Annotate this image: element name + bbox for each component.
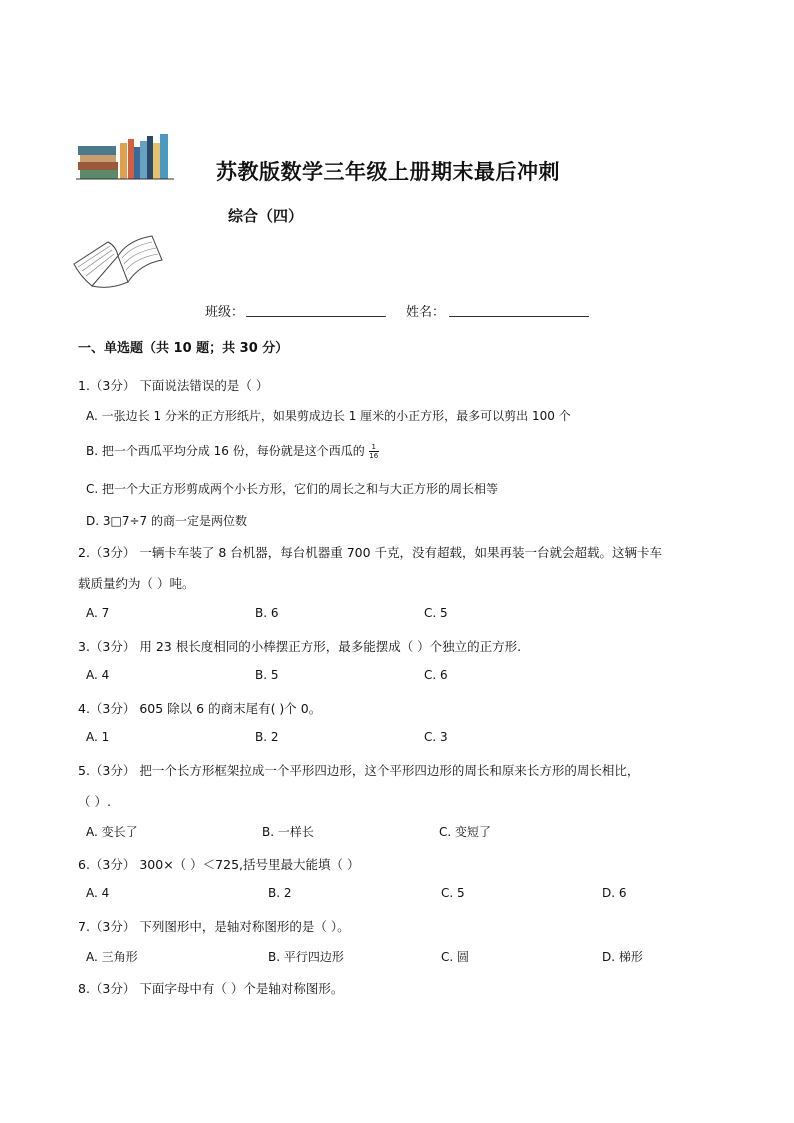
question-4: 4.（3分） 605 除以 6 的商末尾有( )个 0。 xyxy=(78,701,322,716)
question-6: 6.（3分） 300×（ ）＜725,括号里最大能填（ ） xyxy=(78,857,360,872)
q1-option-c[interactable]: C. 把一个大正方形剪成两个小长方形，它们的周长之和与大正方形的周长相等 xyxy=(86,482,499,496)
page-title: 苏教版数学三年级上册期末最后冲刺 xyxy=(216,159,560,184)
q1-option-d[interactable]: D. 3□7÷7 的商一定是两位数 xyxy=(86,514,247,528)
question-5-line2: （ ）. xyxy=(78,794,111,809)
question-3: 3.（3分） 用 23 根长度相同的小棒摆正方形，最多能摆成（ ）个独立的正方形. xyxy=(78,639,522,654)
q7-option-c[interactable]: C. 圆 xyxy=(441,950,470,964)
q5-option-c[interactable]: C. 变短了 xyxy=(439,825,492,839)
q4-option-a[interactable]: A. 1 xyxy=(86,730,110,744)
q7-option-d[interactable]: D. 梯形 xyxy=(602,950,643,964)
q3-option-a[interactable]: A. 4 xyxy=(86,668,110,682)
class-input-line[interactable] xyxy=(246,316,386,317)
q5-option-b[interactable]: B. 一样长 xyxy=(262,825,314,839)
q2-option-a[interactable]: A. 7 xyxy=(86,606,110,620)
books-illustration xyxy=(76,131,176,183)
q2-option-b[interactable]: B. 6 xyxy=(255,606,279,620)
q1-option-b-text: B. 把一个西瓜平均分成 16 份，每份就是这个西瓜的 xyxy=(86,444,365,458)
question-2: 2.（3分） 一辆卡车装了 8 台机器，每台机器重 700 千克，没有超载，如果再装一台就会超载。这辆卡车 xyxy=(78,545,663,560)
q5-option-a[interactable]: A. 变长了 xyxy=(86,825,138,839)
section-heading: 一、单选题（共 10 题；共 30 分） xyxy=(78,341,289,356)
q6-option-b[interactable]: B. 2 xyxy=(268,886,292,900)
q7-option-a[interactable]: A. 三角形 xyxy=(86,950,138,964)
question-2-line2: 载质量约为（ ）吨。 xyxy=(78,576,195,591)
question-5: 5.（3分） 把一个长方形框架拉成一个平形四边形，这个平形四边形的周长和原来长方形的周长相比， xyxy=(78,763,640,778)
q1-option-a[interactable]: A. 一张边长 1 分米的正方形纸片，如果剪成边长 1 厘米的小正方形，最多可以剪出 100 个 xyxy=(86,409,571,423)
q6-option-a[interactable]: A. 4 xyxy=(86,886,110,900)
name-label: 姓名： xyxy=(406,305,446,320)
q4-option-c[interactable]: C. 3 xyxy=(424,730,448,744)
question-8: 8.（3分） 下面字母中有（ ）个是轴对称图形。 xyxy=(78,981,344,996)
open-book-illustration xyxy=(70,234,165,294)
q6-option-d[interactable]: D. 6 xyxy=(602,886,627,900)
fraction-one-sixteenth: $\frac{1}{16}$ xyxy=(369,443,379,460)
q1-option-b[interactable] xyxy=(86,442,379,460)
q7-option-b[interactable]: B. 平行四边形 xyxy=(268,950,344,964)
q4-option-b[interactable]: B. 2 xyxy=(255,730,279,744)
q2-option-c[interactable]: C. 5 xyxy=(424,606,448,620)
q3-option-c[interactable]: C. 6 xyxy=(424,668,448,682)
q6-option-c[interactable]: C. 5 xyxy=(441,886,465,900)
question-1: 1.（3分） 下面说法错误的是（ ） xyxy=(78,378,269,393)
page-subtitle: 综合（四） xyxy=(228,207,304,225)
class-label: 班级： xyxy=(205,305,245,320)
q3-option-b[interactable]: B. 5 xyxy=(255,668,279,682)
name-input-line[interactable] xyxy=(449,316,589,317)
question-7: 7.（3分） 下列图形中，是轴对称图形的是（ ）。 xyxy=(78,919,350,934)
